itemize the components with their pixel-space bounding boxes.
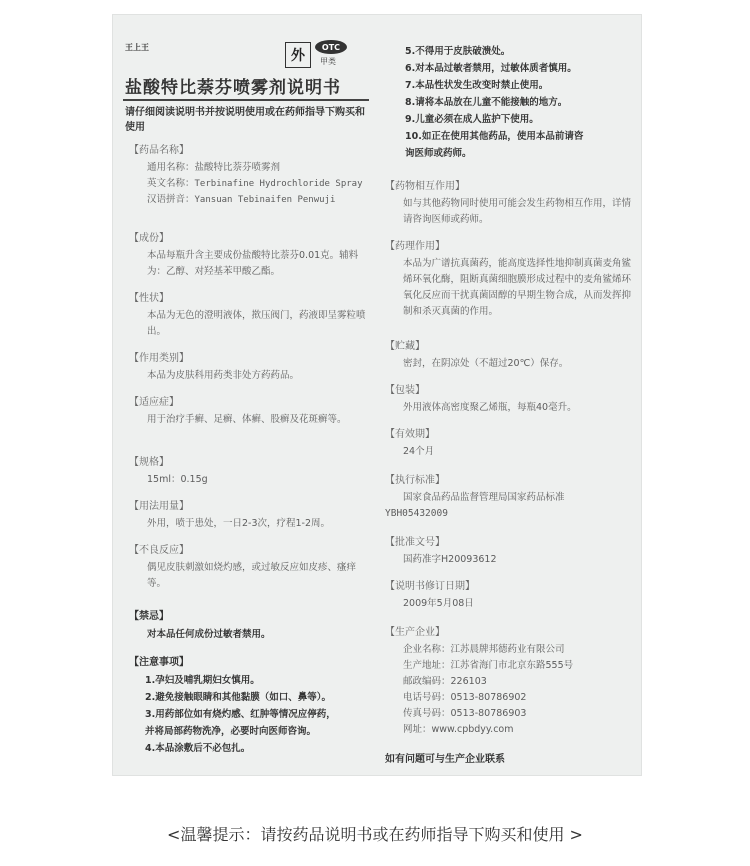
english-name-value: Terbinafine Hydrochloride Spray (194, 179, 363, 189)
standard-code: YBH05432009 (385, 508, 448, 519)
website-label: 网址： (403, 724, 432, 735)
dosage-text: 外用，喷于患处，一日2-3次，疗程1-2周。 (147, 518, 331, 529)
section-heading: 【批准文号】 (385, 537, 445, 548)
section-manufacturer (385, 625, 635, 767)
interactions-text: 如与其他药物同时使用可能会发生药物相互作用，详情请咨询医师或药师。 (403, 198, 632, 225)
english-name-label: 英文名称： (147, 178, 195, 189)
website-value: www.cpbdyy.com (431, 724, 514, 735)
section-pharmacology (385, 239, 635, 320)
packaging-text: 外用液体高密度聚乙烯瓶，每瓶40毫升。 (403, 402, 577, 413)
category-text: 本品为皮肤科用药类非处方药药品。 (147, 370, 300, 381)
generic-name-label: 通用名称： (147, 162, 195, 173)
leaflet-sheet (112, 14, 642, 776)
section-specification (129, 455, 373, 488)
leaflet-title: 盐酸特比萘芬喷雾剂说明书 (125, 78, 341, 98)
precaution-item: 3.用药部位如有烧灼感、红肿等情况应停药， (145, 709, 336, 720)
section-heading: 【注意事项】 (129, 657, 189, 668)
footer-notice: <温馨提示：请按药品说明书或在药师指导下购买和使用 > (167, 825, 583, 844)
precaution-item: 7.本品性状发生改变时禁止使用。 (405, 80, 549, 91)
section-precautions (129, 655, 373, 757)
fax-value: 0513-80786903 (450, 708, 527, 719)
generic-name-value: 盐酸特比萘芬喷雾剂 (194, 162, 281, 173)
section-revision-date (385, 579, 635, 612)
section-heading: 【包装】 (385, 385, 425, 396)
brand-logo: 王上王 (125, 43, 149, 52)
section-heading: 【药理作用】 (385, 241, 445, 252)
section-ingredients (129, 231, 373, 280)
company-name-value: 江苏晨牌邦德药业有限公司 (450, 644, 565, 655)
section-dosage (129, 499, 373, 532)
pinyin-name-value: Yansuan Tebinaifen Penwuji (194, 195, 336, 205)
postcode-value: 226103 (450, 676, 487, 687)
section-adverse-reactions (129, 543, 373, 592)
section-heading: 【药物相互作用】 (385, 181, 465, 192)
section-packaging (385, 383, 635, 416)
revision-text: 2009年5月08日 (403, 598, 474, 609)
section-heading: 【有效期】 (385, 429, 435, 440)
pharmacology-text: 本品为广谱抗真菌药，能高度选择性地抑制真菌麦角鲨烯环氧化酶，阻断真菌细胞膜形成过程中的麦角鲨烯环氧化反应而干扰真菌固醇的早期生物合成，从而发挥抑制和杀灭真菌的作用。 (403, 258, 632, 317)
section-contraindications (129, 609, 373, 644)
validity-text: 24个月 (403, 446, 435, 457)
section-approval (385, 535, 635, 568)
section-validity (385, 427, 635, 460)
precaution-item: 9.儿童必须在成人监护下使用。 (405, 114, 539, 125)
precaution-item: 6.对本品过敏者禁用，过敏体质者慎用。 (405, 63, 577, 74)
section-description (129, 291, 373, 340)
section-drug-name (129, 143, 373, 208)
precaution-item: 1.孕妇及哺乳期妇女慎用。 (145, 675, 260, 686)
section-heading: 【执行标准】 (385, 475, 445, 486)
precaution-item: 8.请将本品放在儿童不能接触的地方。 (405, 97, 568, 108)
indications-text: 用于治疗手癣、足癣、体癣、股癣及花斑癣等。 (147, 414, 347, 425)
pinyin-name-label: 汉语拼音： (147, 194, 195, 205)
precaution-item: 询医师或药师。 (405, 148, 472, 159)
specification-text: 15ml：0.15g (147, 474, 208, 485)
section-heading: 【成份】 (129, 233, 169, 244)
precaution-item: 并将局部药物洗净，必要时向医师咨询。 (145, 726, 317, 737)
company-name-label: 企业名称： (403, 644, 451, 655)
ingredients-text: 本品每瓶升含主要成份盐酸特比萘芬0.01克。辅料为：乙醇、对羟基苯甲酸乙酯。 (147, 250, 359, 277)
section-heading: 【规格】 (129, 457, 169, 468)
address-label: 生产地址： (403, 660, 451, 671)
section-heading: 【性状】 (129, 293, 169, 304)
precaution-item: 5.不得用于皮肤破溃处。 (405, 46, 511, 57)
description-text: 本品为无色的澄明液体，揿压阀门，药液即呈雾粒喷出。 (147, 310, 366, 337)
section-standard (385, 473, 635, 522)
title-divider (123, 99, 369, 101)
approval-text: 国药准字H20093612 (403, 554, 497, 565)
section-heading: 【药品名称】 (129, 145, 189, 156)
section-storage (385, 339, 635, 372)
phone-label: 电话号码： (403, 692, 451, 703)
section-heading: 【适应症】 (129, 397, 179, 408)
section-heading: 【生产企业】 (385, 627, 445, 638)
precaution-item: 10.如正在使用其他药品，使用本品前请咨 (405, 131, 584, 142)
contraindications-text: 对本品任何成份过敏者禁用。 (147, 629, 271, 640)
postcode-label: 邮政编码： (403, 676, 451, 687)
fax-label: 传真号码： (403, 708, 451, 719)
usage-advice: 请仔细阅读说明书并按说明使用或在药师指导下购买和使用 (125, 107, 365, 133)
precaution-item: 2.避免接触眼睛和其他黏膜（如口、鼻等）。 (145, 692, 331, 703)
external-use-mark: 外 (285, 42, 311, 68)
adverse-text: 偶见皮肤刺激如烧灼感，或过敏反应如皮疹、瘙痒等。 (147, 562, 357, 589)
storage-text: 密封，在阴凉处（不超过20℃）保存。 (403, 358, 569, 369)
precaution-item: 4.本品涂敷后不必包扎。 (145, 743, 251, 754)
section-category (129, 351, 373, 384)
standard-text: 国家食品药品监督管理局国家药品标准 (403, 492, 565, 503)
section-heading: 【禁忌】 (129, 611, 169, 622)
address-value: 江苏省海门市北京东路555号 (450, 660, 574, 671)
otc-badge: OTC (315, 40, 347, 54)
phone-value: 0513-80786902 (450, 692, 527, 703)
otc-class-label: 甲类 (320, 57, 336, 66)
section-heading: 【不良反应】 (129, 545, 189, 556)
section-heading: 【说明书修订日期】 (385, 581, 475, 592)
contact-note: 如有问题可与生产企业联系 (385, 754, 505, 765)
section-heading: 【用法用量】 (129, 501, 189, 512)
section-indications (129, 395, 373, 428)
section-heading: 【贮藏】 (385, 341, 425, 352)
section-interactions (385, 179, 635, 228)
precautions-continued (405, 43, 635, 162)
section-heading: 【作用类别】 (129, 353, 189, 364)
